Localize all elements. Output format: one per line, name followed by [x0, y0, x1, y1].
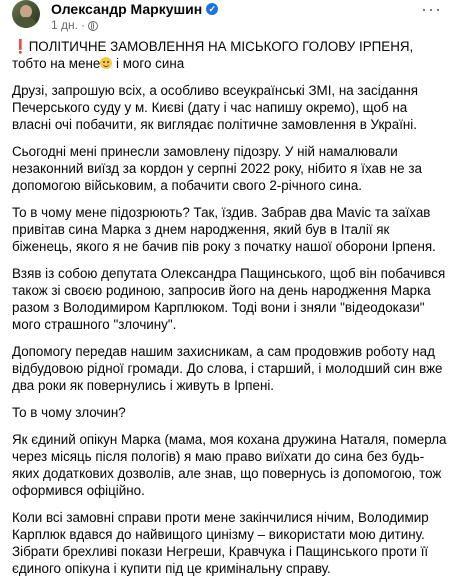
author-name[interactable]: Олександр Маркушин [51, 1, 203, 17]
paragraph-7: То в чому злочин? [12, 405, 126, 420]
paragraph-5: Взяв із собою депутата Олександра Пащинського, щоб він побачився також зі своєю родиною, запросив його на день народження Марка разом з Володимиром Карплюком. Тоді вони і зняли "відеодокази" мого страшного "злочину". [12, 266, 446, 332]
post-body [12, 38, 448, 577]
post-header [12, 0, 448, 38]
verified-badge-icon: ✓ [206, 3, 218, 15]
more-options-icon[interactable]: ··· [421, 0, 442, 19]
paragraph-1-text: ПОЛІТИЧНЕ ЗАМОВЛЕННЯ НА МІСЬКОГО ГОЛОВУ ІРПЕНЯ, тобто на мене [12, 39, 414, 71]
smiling-face-emoji-icon [100, 57, 112, 69]
paragraph-3: Сьогодні мені принесли замовлену підозру. У ній намалювали незаконний виїзд за кордон у серпні 2022 року, нібито я їхав не за допомогою військовим, а побачити свого 2-річного сина. [12, 144, 422, 193]
paragraph-1-suffix: і мого сина [112, 56, 185, 71]
paragraph-1 [12, 38, 448, 72]
author-avatar[interactable] [12, 0, 40, 28]
paragraph-4: То в чому мене підозрюють? Так, їздив. Забрав два Mavic та заїхав привітав сина Марка з днем народження, який був в Італії як біженець, якого я не бачив пів року з початку нашої оборони Ірпеня. [12, 205, 436, 254]
paragraph-8: Як єдиний опікун Марка (мама, моя кохана дружина Наталя, померла через місяць після пологів) я маю право виїхати до сина без будь-яких додаткових дозволів, але знав, що повернусь із допомогою, тож оформився офіційно. [12, 432, 447, 498]
avatar-body [15, 17, 37, 28]
post-timestamp[interactable]: 1 дн. [51, 18, 78, 32]
paragraph-6: Допомогу передав нашим захисникам, а сам продовжив роботу над відбудовою рідної громади. До слова, і старший, і молодший син вже два роки як повернулись і живуть в Ірпені. [12, 344, 443, 393]
author-name-row [51, 0, 218, 18]
post-meta [51, 18, 98, 33]
globe-icon[interactable] [88, 21, 98, 31]
paragraph-2: Друзі, запрошую всіх, а особливо всеукраїнські ЗМІ, на засідання Печерського суду у м. Києві (дату і час напишу окремо), щоб на власні очі побачити, як виглядає політичне замовлення в Україні. [12, 83, 418, 132]
paragraph-9: Коли всі замовні справи проти мене закінчилися нічим, Володимир Карплюк вдався до найвищого цинізму – використати мою дитину. Зібрати брехливі покази Негреши, Кравчука і Пащинського проти її єдиного опікуна і купити під це кримінальну справу. [12, 510, 429, 576]
meta-separator: · [80, 18, 85, 32]
exclamation-icon: ❗ [12, 39, 29, 54]
